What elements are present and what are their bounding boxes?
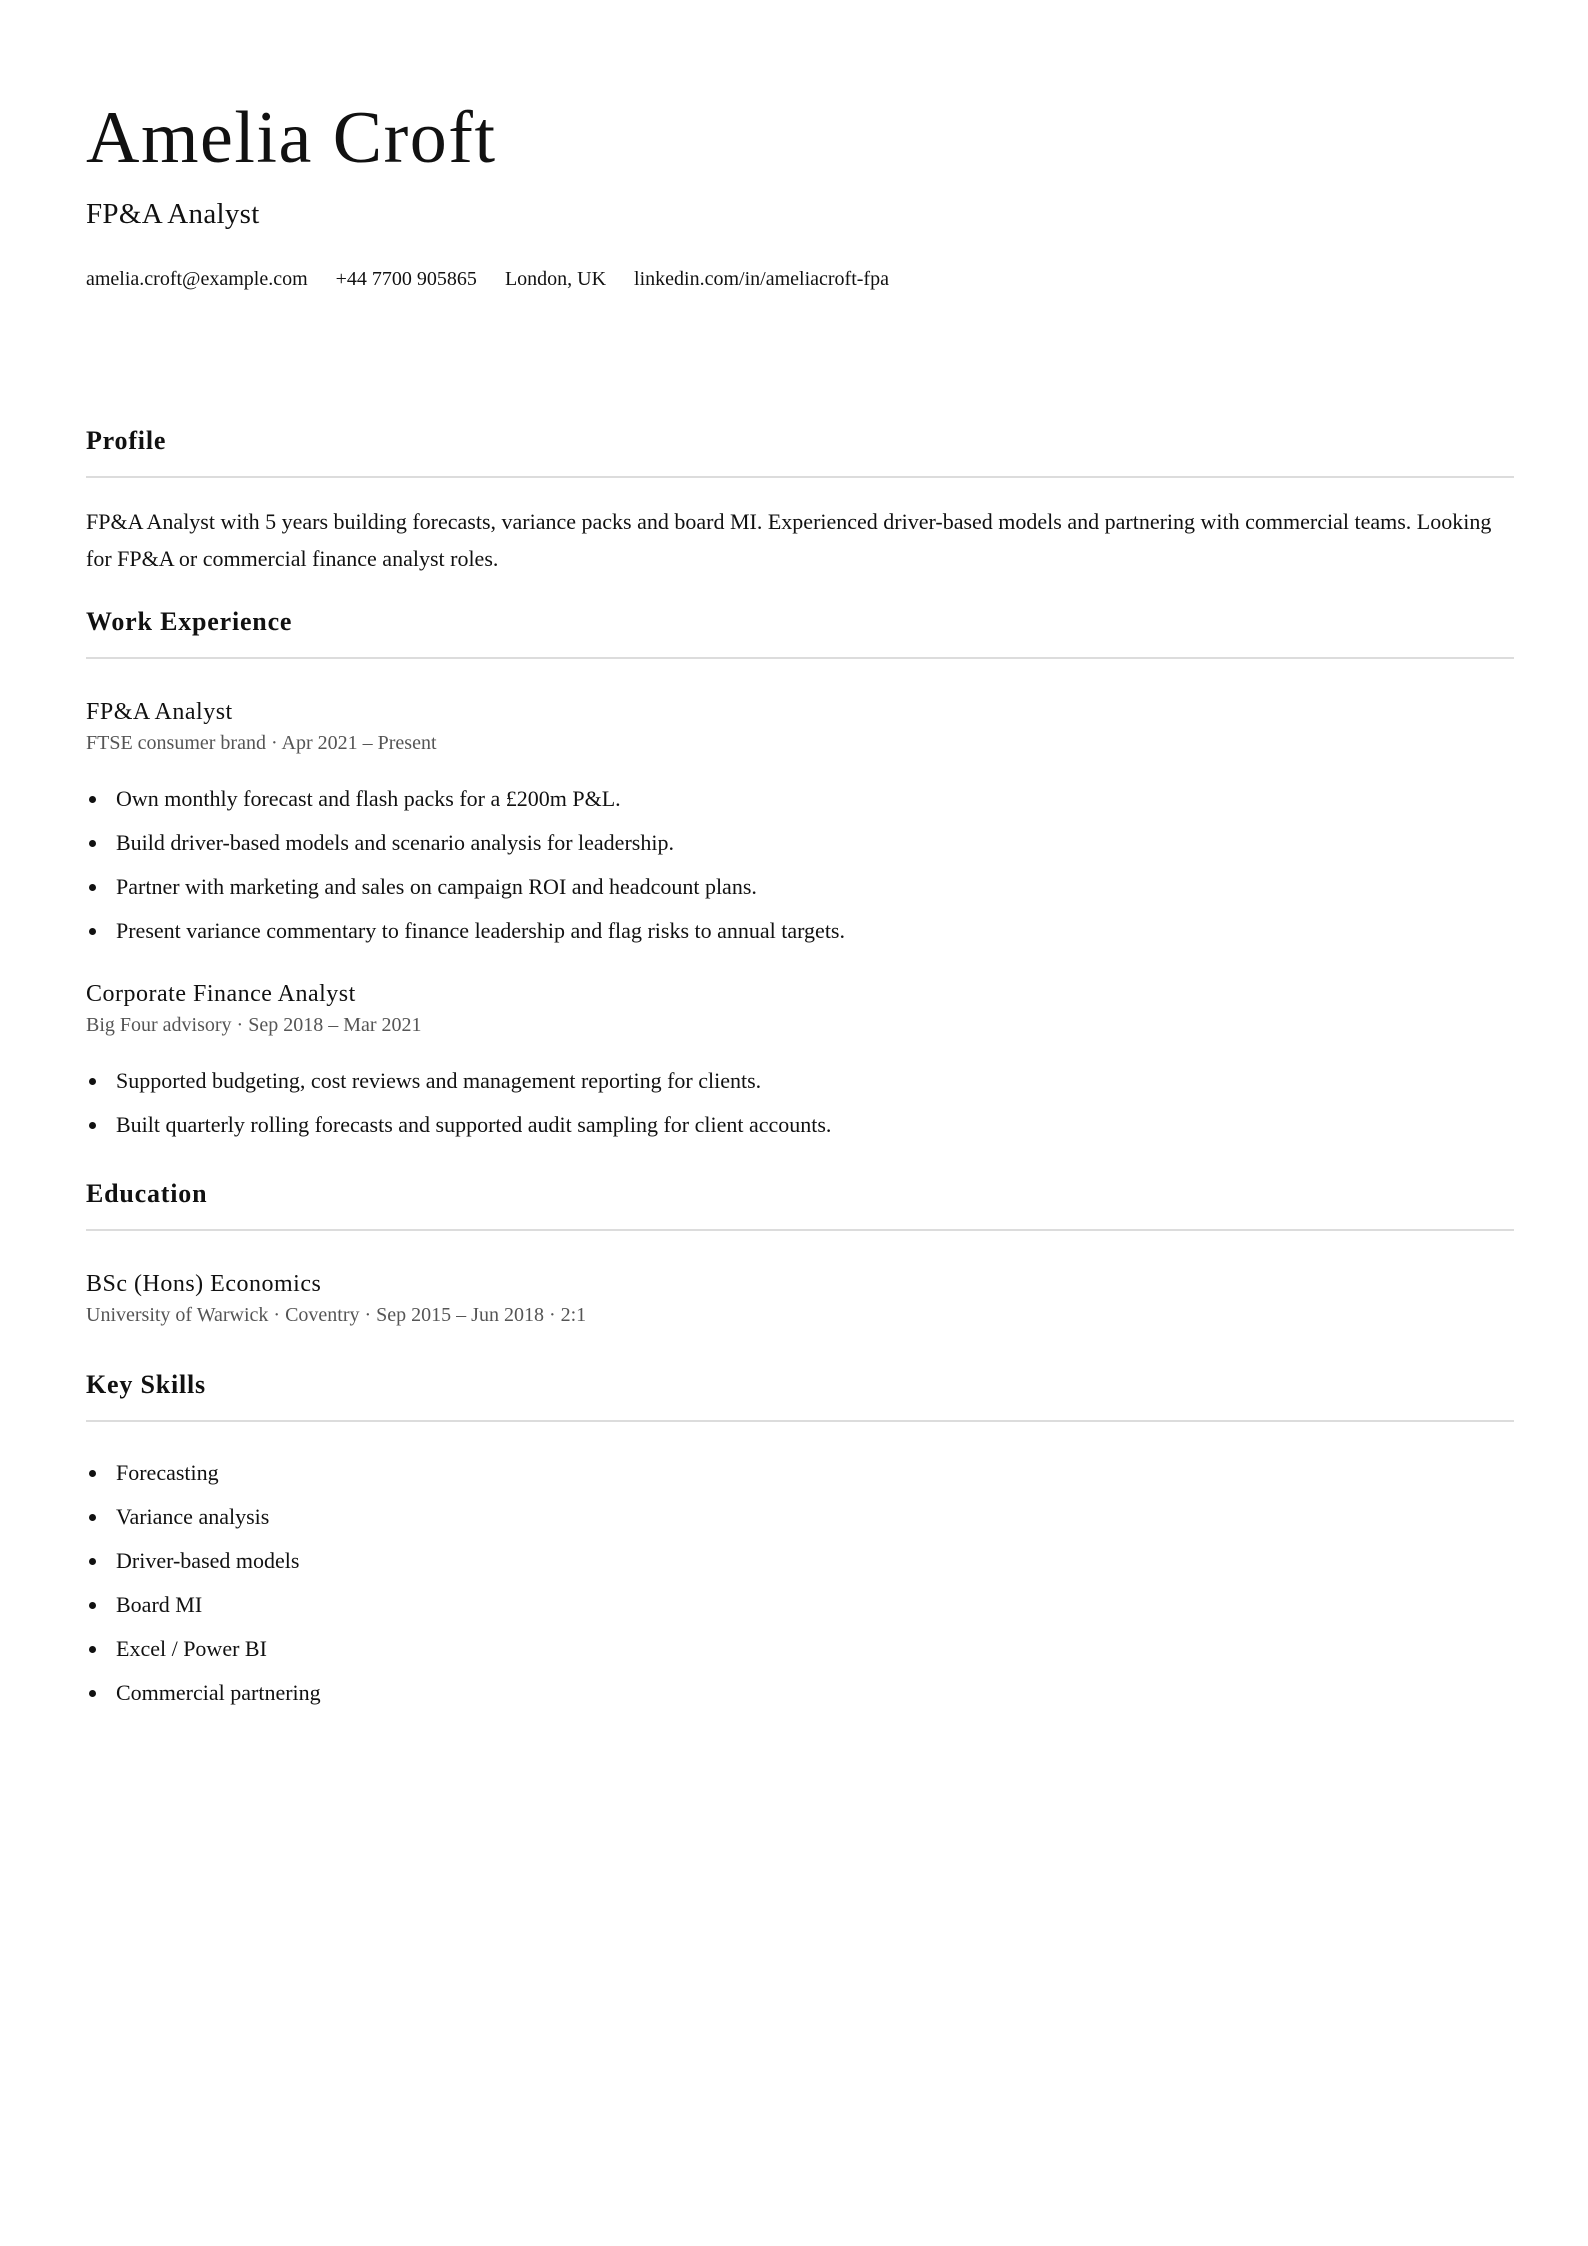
education-section: [86, 1178, 1514, 1210]
profile-summary: FP&A Analyst with 5 years building forecasts, variance packs and board MI. Experienced driver-based models and partnering with commercial teams. Looking for FP&A or commercial finance analyst roles.: [86, 509, 1492, 571]
job-bullet: Built quarterly rolling forecasts and supported audit sampling for client accounts.: [86, 1103, 1514, 1147]
job-bullet: Present variance commentary to finance leadership and flag risks to annual targets.: [86, 909, 1514, 953]
contact-phone: +44 7700 905865: [335, 268, 477, 290]
skill-item: Forecasting: [86, 1451, 1514, 1495]
job-title: Corporate Finance Analyst: [86, 981, 356, 1007]
section-divider: [86, 476, 1514, 478]
contact-line: [86, 266, 889, 292]
education-meta: University of Warwick · Coventry · Sep 2015 – Jun 2018 · 2:1: [86, 1304, 587, 1326]
job-bullet: Supported budgeting, cost reviews and management reporting for clients.: [86, 1059, 1514, 1103]
job-title: FP&A Analyst: [86, 699, 233, 725]
job-entry: [86, 697, 1514, 953]
skill-item: Commercial partnering: [86, 1671, 1514, 1715]
section-divider: [86, 657, 1514, 659]
job-bullets: [86, 777, 1514, 953]
job-meta: Big Four advisory · Sep 2018 – Mar 2021: [86, 1014, 422, 1036]
job-bullet: Own monthly forecast and flash packs for a £200m P&L.: [86, 777, 1514, 821]
section-title-experience: Work Experience: [86, 607, 293, 636]
contact-email[interactable]: amelia.croft@example.com: [86, 268, 308, 290]
skills-list-wrapper: [86, 1451, 1514, 1715]
experience-section: [86, 606, 1514, 638]
contact-location: London, UK: [504, 268, 607, 290]
candidate-name: Amelia Croft: [86, 97, 497, 179]
skill-item: Variance analysis: [86, 1495, 1514, 1539]
skills-list: [86, 1451, 1514, 1715]
section-title-profile: Profile: [86, 426, 167, 455]
job-entry: [86, 979, 1514, 1147]
section-divider: [86, 1229, 1514, 1231]
job-bullet: Build driver-based models and scenario analysis for leadership.: [86, 821, 1514, 865]
profile-section: [86, 425, 1514, 457]
job-bullet: Partner with marketing and sales on campaign ROI and headcount plans.: [86, 865, 1514, 909]
skills-section: [86, 1369, 1514, 1401]
degree-title: BSc (Hons) Economics: [86, 1271, 322, 1297]
section-title-skills: Key Skills: [86, 1370, 206, 1399]
contact-linkedin[interactable]: linkedin.com/in/ameliacroft-fpa: [634, 268, 889, 290]
candidate-headline: FP&A Analyst: [86, 198, 260, 230]
section-title-education: Education: [86, 1179, 208, 1208]
skill-item: Board MI: [86, 1583, 1514, 1627]
education-entry: [86, 1269, 1514, 1328]
skill-item: Driver-based models: [86, 1539, 1514, 1583]
skill-item: Excel / Power BI: [86, 1627, 1514, 1671]
section-divider: [86, 1420, 1514, 1422]
job-bullets: [86, 1059, 1514, 1147]
job-meta: FTSE consumer brand · Apr 2021 – Present: [86, 732, 437, 754]
